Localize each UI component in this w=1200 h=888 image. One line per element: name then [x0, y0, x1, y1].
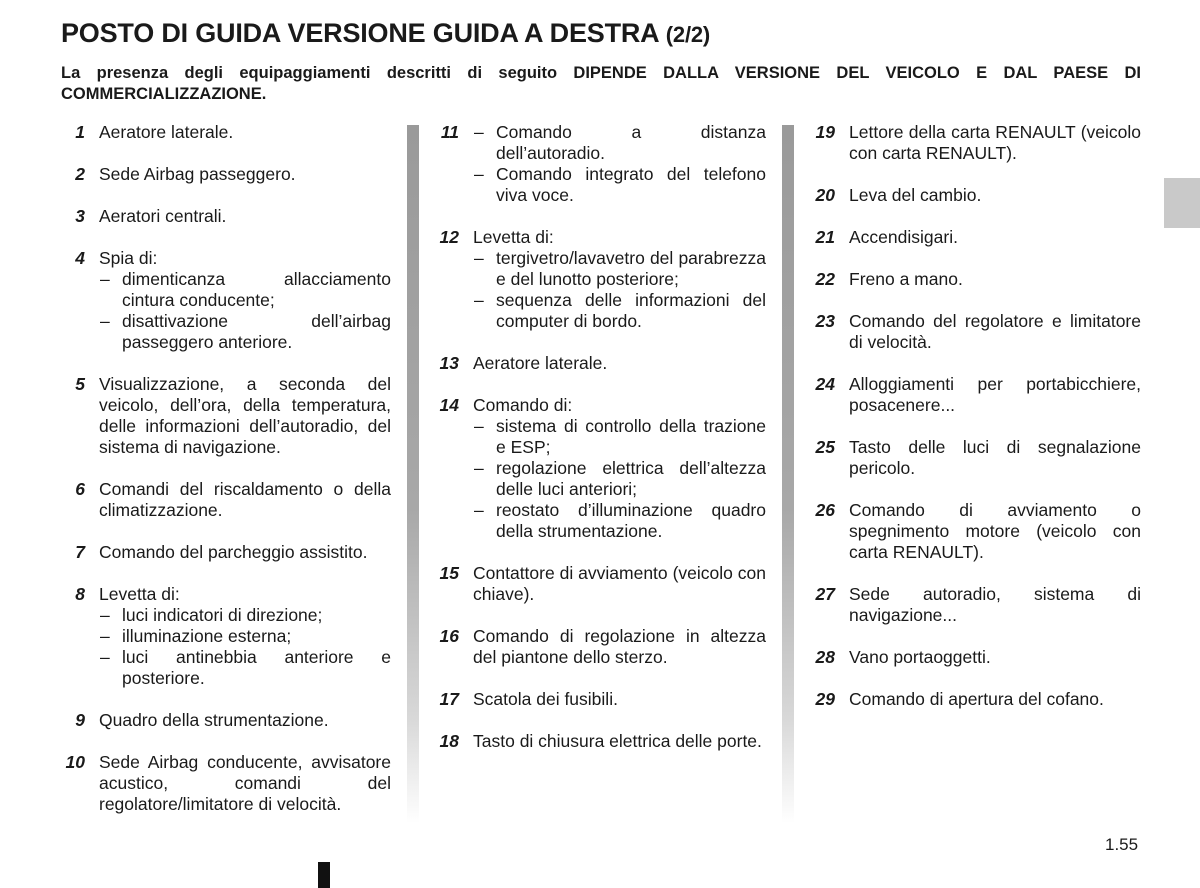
item-text: Quadro della strumentazione.: [99, 710, 329, 730]
item-text: Vano portaoggetti.: [849, 647, 991, 667]
column-1: [58, 122, 391, 836]
item-text: Alloggiamenti per portabicchiere, posacenere...: [849, 374, 1141, 415]
item-number: 8: [75, 584, 85, 604]
item-text: Comando del parcheggio assistito.: [99, 542, 368, 562]
list-item: [808, 311, 1141, 353]
item-number: 11: [440, 122, 459, 142]
item-text: Freno a mano.: [849, 269, 963, 289]
item-sub-entry: – illuminazione esterna;: [99, 626, 391, 647]
item-number: 9: [75, 710, 85, 730]
item-sub-entry: – tergivetro/lavavetro del parabrezza e del lunotto posteriore;: [473, 248, 766, 290]
item-text: Comando di regolazione in altezza del piantone dello sterzo.: [473, 626, 766, 667]
item-number: 3: [75, 206, 85, 226]
item-number: 15: [439, 563, 459, 583]
list-item: [432, 626, 766, 668]
item-text: Leva del cambio.: [849, 185, 982, 205]
column-2: [432, 122, 766, 773]
title-text: POSTO DI GUIDA VERSIONE GUIDA A DESTRA: [61, 18, 659, 48]
list-item: [58, 752, 391, 815]
item-sub-entry: – reostato d’illuminazione quadro della strumentazione.: [473, 500, 766, 542]
item-number: 2: [75, 164, 85, 184]
list-item: [808, 374, 1141, 416]
list-item: [58, 584, 391, 689]
list-item: [808, 185, 1141, 206]
item-text: Comando di:: [473, 395, 573, 415]
item-number: 13: [439, 353, 459, 373]
item-number: 27: [815, 584, 835, 604]
item-text: Aeratori centrali.: [99, 206, 227, 226]
list-item: [58, 710, 391, 731]
item-text: Comando del regolatore e limitatore di velocità.: [849, 311, 1141, 352]
list-item: [432, 395, 766, 542]
list-item: [808, 227, 1141, 248]
item-number: 6: [75, 479, 85, 499]
list-item: [808, 122, 1141, 164]
list-item: [808, 437, 1141, 479]
item-text: Lettore della carta RENAULT (veicolo con carta RENAULT).: [849, 122, 1141, 163]
item-number: 10: [65, 752, 85, 772]
item-text: Scatola dei fusibili.: [473, 689, 618, 709]
item-sub-entry: – sequenza delle informazioni del computer di bordo.: [473, 290, 766, 332]
list-item: [58, 479, 391, 521]
item-number: 23: [815, 311, 835, 331]
list-item: [432, 353, 766, 374]
item-sub-entry: – luci antinebbia anteriore e posteriore.: [99, 647, 391, 689]
list-item: [58, 374, 391, 458]
item-text: Contattore di avviamento (veicolo con chiave).: [473, 563, 766, 604]
item-text: Comando di apertura del cofano.: [849, 689, 1104, 709]
item-text: Levetta di:: [473, 227, 554, 247]
list-item: [808, 500, 1141, 563]
print-mark: [318, 862, 330, 888]
list-item: [808, 269, 1141, 290]
item-number: 28: [815, 647, 835, 667]
item-number: 12: [439, 227, 459, 247]
item-number: 18: [439, 731, 459, 751]
item-number: 26: [815, 500, 835, 520]
list-item: [58, 542, 391, 563]
item-number: 29: [815, 689, 835, 709]
item-text: Aeratore laterale.: [99, 122, 234, 142]
item-number: 21: [815, 227, 835, 247]
list-item: [58, 122, 391, 143]
item-sub-entry: – dimenticanza allacciamento cintura conducente;: [99, 269, 391, 311]
item-text: Tasto di chiusura elettrica delle porte.: [473, 731, 762, 751]
list-item: [432, 731, 766, 752]
item-number: 20: [815, 185, 835, 205]
item-text: Comandi del riscaldamento o della climatizzazione.: [99, 479, 391, 520]
list-item: [808, 584, 1141, 626]
list-item: [58, 206, 391, 227]
item-number: 19: [815, 122, 835, 142]
section-tab-marker: [1164, 178, 1200, 228]
list-item: [808, 647, 1141, 668]
list-item: [808, 689, 1141, 710]
item-text: Sede Airbag passeggero.: [99, 164, 296, 184]
page-number: 1.55: [1105, 835, 1139, 854]
item-text: Accendisigari.: [849, 227, 958, 247]
page-title: [61, 18, 710, 49]
item-sub-entry: – luci indicatori di direzione;: [99, 605, 391, 626]
item-number: 14: [439, 395, 459, 415]
item-text: Comando di avviamento o spegnimento motore (veicolo con carta RENAULT).: [849, 500, 1141, 562]
item-number: 16: [439, 626, 459, 646]
column-separator: [782, 125, 794, 823]
list-item: [432, 122, 766, 206]
column-3: [808, 122, 1141, 731]
list-item: [432, 563, 766, 605]
list-item: [58, 164, 391, 185]
item-text: Aeratore laterale.: [473, 353, 608, 373]
item-sub-entry: – regolazione elettrica dell’altezza delle luci anteriori;: [473, 458, 766, 500]
item-sub-entry: – sistema di controllo della trazione e ESP;: [473, 416, 766, 458]
item-text: Visualizzazione, a seconda del veicolo, dell’ora, della temperatura, delle informazioni dell’autoradio, del sistema di navigazione.: [99, 374, 391, 457]
item-sub-entry: – Comando a distanza dell’autoradio.: [473, 122, 766, 164]
item-number: 22: [815, 269, 835, 289]
column-separator: [407, 125, 419, 823]
item-text: Sede autoradio, sistema di navigazione...: [849, 584, 1141, 625]
list-item: [432, 227, 766, 332]
item-text: Levetta di:: [99, 584, 180, 604]
item-number: 4: [75, 248, 85, 268]
intro-text: La presenza degli equipaggiamenti descritti di seguito DIPENDE DALLA VERSIONE DEL VEICOLO E DAL PAESE DI COMMERCIALIZZAZIONE.: [61, 64, 1141, 103]
item-number: 5: [75, 374, 85, 394]
item-text: Sede Airbag conducente, avvisatore acustico, comandi del regolatore/limitatore di velocità.: [99, 752, 391, 814]
item-number: 17: [439, 689, 459, 709]
list-item: [432, 689, 766, 710]
title-suffix: (2/2): [665, 22, 711, 47]
item-number: 1: [75, 122, 85, 142]
item-text: Tasto delle luci di segnalazione pericolo.: [849, 437, 1141, 478]
item-text: Spia di:: [99, 248, 158, 268]
item-number: 24: [815, 374, 835, 394]
item-sub-entry: – Comando integrato del telefono viva voce.: [473, 164, 766, 206]
item-number: 25: [815, 437, 835, 457]
list-item: [58, 248, 391, 353]
item-sub-entry: – disattivazione dell’airbag passeggero anteriore.: [99, 311, 391, 353]
item-number: 7: [75, 542, 85, 562]
